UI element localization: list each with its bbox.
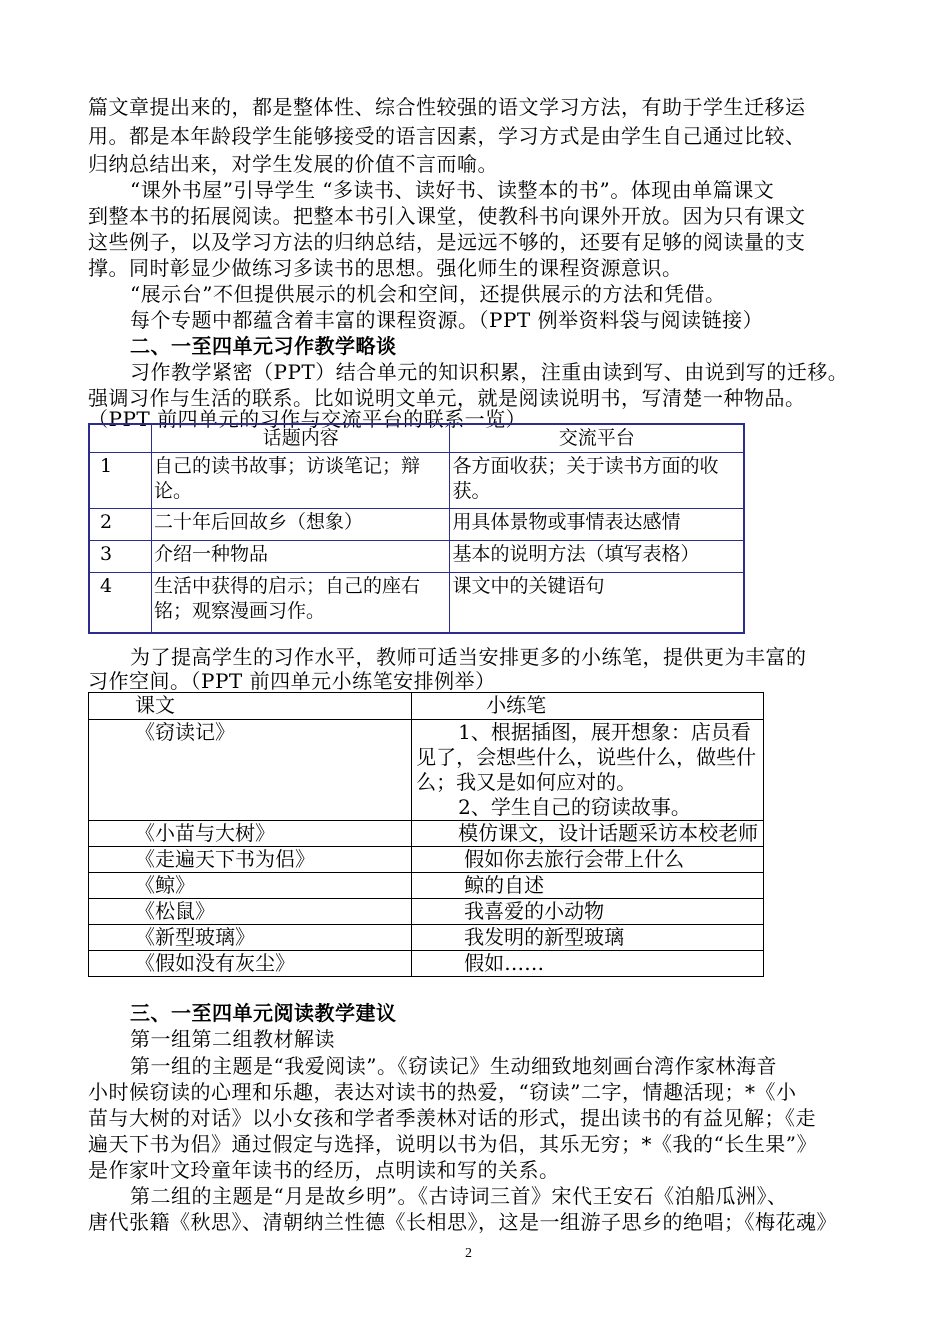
paragraph-line: 每个专题中都蕴含着丰富的课程资源。（PPT 例举资料袋与阅读链接）: [130, 308, 764, 332]
topic-cell: 介绍一种物品: [152, 541, 450, 573]
table-row: [89, 925, 764, 951]
topic-cell: 生活中获得的启示；自己的座右铭；观察漫画习作。: [152, 573, 450, 633]
paragraph-line: 苗与大树的对话》以小女孩和学者季羡林对话的形式，提出读书的有益见解；《走: [88, 1106, 816, 1130]
table-row: [89, 847, 764, 873]
paragraph-line: 唐代张籍《秋思》、清朝纳兰性德《长相思》，这是一组游子思乡的绝唱；《梅花魂》: [88, 1210, 837, 1234]
exercise-item: 2、学生自己的窃读故事。: [458, 795, 691, 819]
paragraph-line: （PPT 前四单元的习作与交流平台的联系一览）: [88, 407, 527, 431]
table-row: [89, 509, 744, 541]
page-number: 2: [465, 1246, 472, 1261]
table-row: [89, 951, 764, 977]
paragraph-line: 用。都是本年龄段学生能够接受的语言因素，学习方式是由学生自己通过比较、: [88, 124, 806, 148]
section-heading: 二、一至四单元习作教学略谈: [130, 334, 397, 358]
row-number: 1: [89, 453, 152, 509]
table-row: [89, 573, 744, 633]
row-number: 4: [89, 573, 152, 633]
text-cell: 《窃读记》: [89, 720, 412, 821]
exercise-item: 1、根据插图，展开想象：店员看见了，会想些什么，说些什么，做些什么；我又是如何应对的。: [416, 720, 757, 794]
table-header-row: [89, 424, 744, 453]
paragraph-line: 小时候窃读的心理和乐趣，表达对读书的热爱，“窃读”二字，情趣活现；*《小: [88, 1080, 797, 1104]
table-row: [89, 873, 764, 899]
table-header-cell: 小练笔: [412, 693, 764, 720]
table-row: [89, 720, 764, 821]
paragraph-line: 撑。同时彰显少做练习多读书的思想。强化师生的课程资源意识。: [88, 256, 683, 280]
exercise-cell: 假如……: [412, 951, 764, 977]
paragraph-line: 篇文章提出来的，都是整体性、综合性较强的语文学习方法，有助于学生迁移运: [88, 95, 806, 119]
platform-cell: 基本的说明方法（填写表格）: [450, 541, 744, 573]
topic-cell: 自己的读书故事；访谈笔记；辩论。: [152, 453, 450, 509]
row-number: 2: [89, 509, 152, 541]
paragraph-line: 第一组第二组教材解读: [130, 1027, 335, 1051]
platform-cell: 各方面收获；关于读书方面的收获。: [450, 453, 744, 509]
table-row: [89, 821, 764, 847]
paragraph-line: 为了提高学生的习作水平，教师可适当安排更多的小练笔，提供更为丰富的: [130, 645, 807, 669]
table-header-cell: [89, 424, 152, 453]
topic-cell: 二十年后回故乡（想象）: [152, 509, 450, 541]
table-row: [89, 899, 764, 925]
paragraph-line: “展示台”不但提供展示的机会和空间，还提供展示的方法和凭借。: [130, 282, 726, 306]
exercise-cell: 我喜爱的小动物: [412, 899, 764, 925]
table-header-cell: 课文: [89, 693, 412, 720]
exercise-table: [88, 692, 764, 977]
table-header-cell: 话题内容: [152, 424, 450, 453]
paragraph-line: 遍天下书为侣》通过假定与选择，说明以书为侣，其乐无穷；*《我的“长生果”》: [88, 1132, 817, 1156]
text-cell: 《新型玻璃》: [89, 925, 412, 951]
paragraph-line: 第二组的主题是“月是故乡明”。《古诗词三首》宋代王安石《泊船瓜洲》、: [130, 1184, 788, 1208]
text-cell: 《小苗与大树》: [89, 821, 412, 847]
paragraph-line: “课外书屋”引导学生 “多读书、读好书、读整本的书”。体现由单篇课文: [130, 178, 775, 202]
table-row: [89, 453, 744, 509]
text-cell: 《鲸》: [89, 873, 412, 899]
paragraph-line: 习作空间。（PPT 前四单元小练笔安排例举）: [88, 669, 496, 693]
table-row: [89, 541, 744, 573]
table-header-row: [89, 693, 764, 720]
platform-cell: 用具体景物或事情表达感情: [450, 509, 744, 541]
table-header-cell: 交流平台: [450, 424, 744, 453]
exercise-cell: 假如你去旅行会带上什么: [412, 847, 764, 873]
exercise-cell: [412, 720, 764, 821]
row-number: 3: [89, 541, 152, 573]
writing-table: [88, 423, 745, 634]
platform-cell: 课文中的关键语句: [450, 573, 744, 633]
exercise-cell: 鲸的自述: [412, 873, 764, 899]
paragraph-line: 强调习作与生活的联系。比如说明文单元，就是阅读说明书，写清楚一种物品。: [88, 386, 806, 410]
paragraph-line: 习作教学紧密（PPT）结合单元的知识积累，注重由读到写、由说到写的迁移。: [130, 360, 849, 384]
exercise-cell: 我发明的新型玻璃: [412, 925, 764, 951]
paragraph-line: 这些例子，以及学习方法的归纳总结，是远远不够的，还要有足够的阅读量的支: [88, 230, 806, 254]
paragraph-line: 到整本书的拓展阅读。把整本书引入课堂，使教科书向课外开放。因为只有课文: [88, 204, 806, 228]
paragraph-line: 第一组的主题是“我爱阅读”。《窃读记》生动细致地刻画台湾作家林海音: [130, 1054, 777, 1078]
paragraph-line: 归纳总结出来，对学生发展的价值不言而喻。: [88, 152, 498, 176]
text-cell: 《走遍天下书为侣》: [89, 847, 412, 873]
text-cell: 《松鼠》: [89, 899, 412, 925]
text-cell: 《假如没有灰尘》: [89, 951, 412, 977]
paragraph-line: 是作家叶文玲童年读书的经历，点明读和写的关系。: [88, 1158, 560, 1182]
section-heading: 三、一至四单元阅读教学建议: [130, 1001, 397, 1025]
exercise-cell: 模仿课文，设计话题采访本校老师: [412, 821, 764, 847]
